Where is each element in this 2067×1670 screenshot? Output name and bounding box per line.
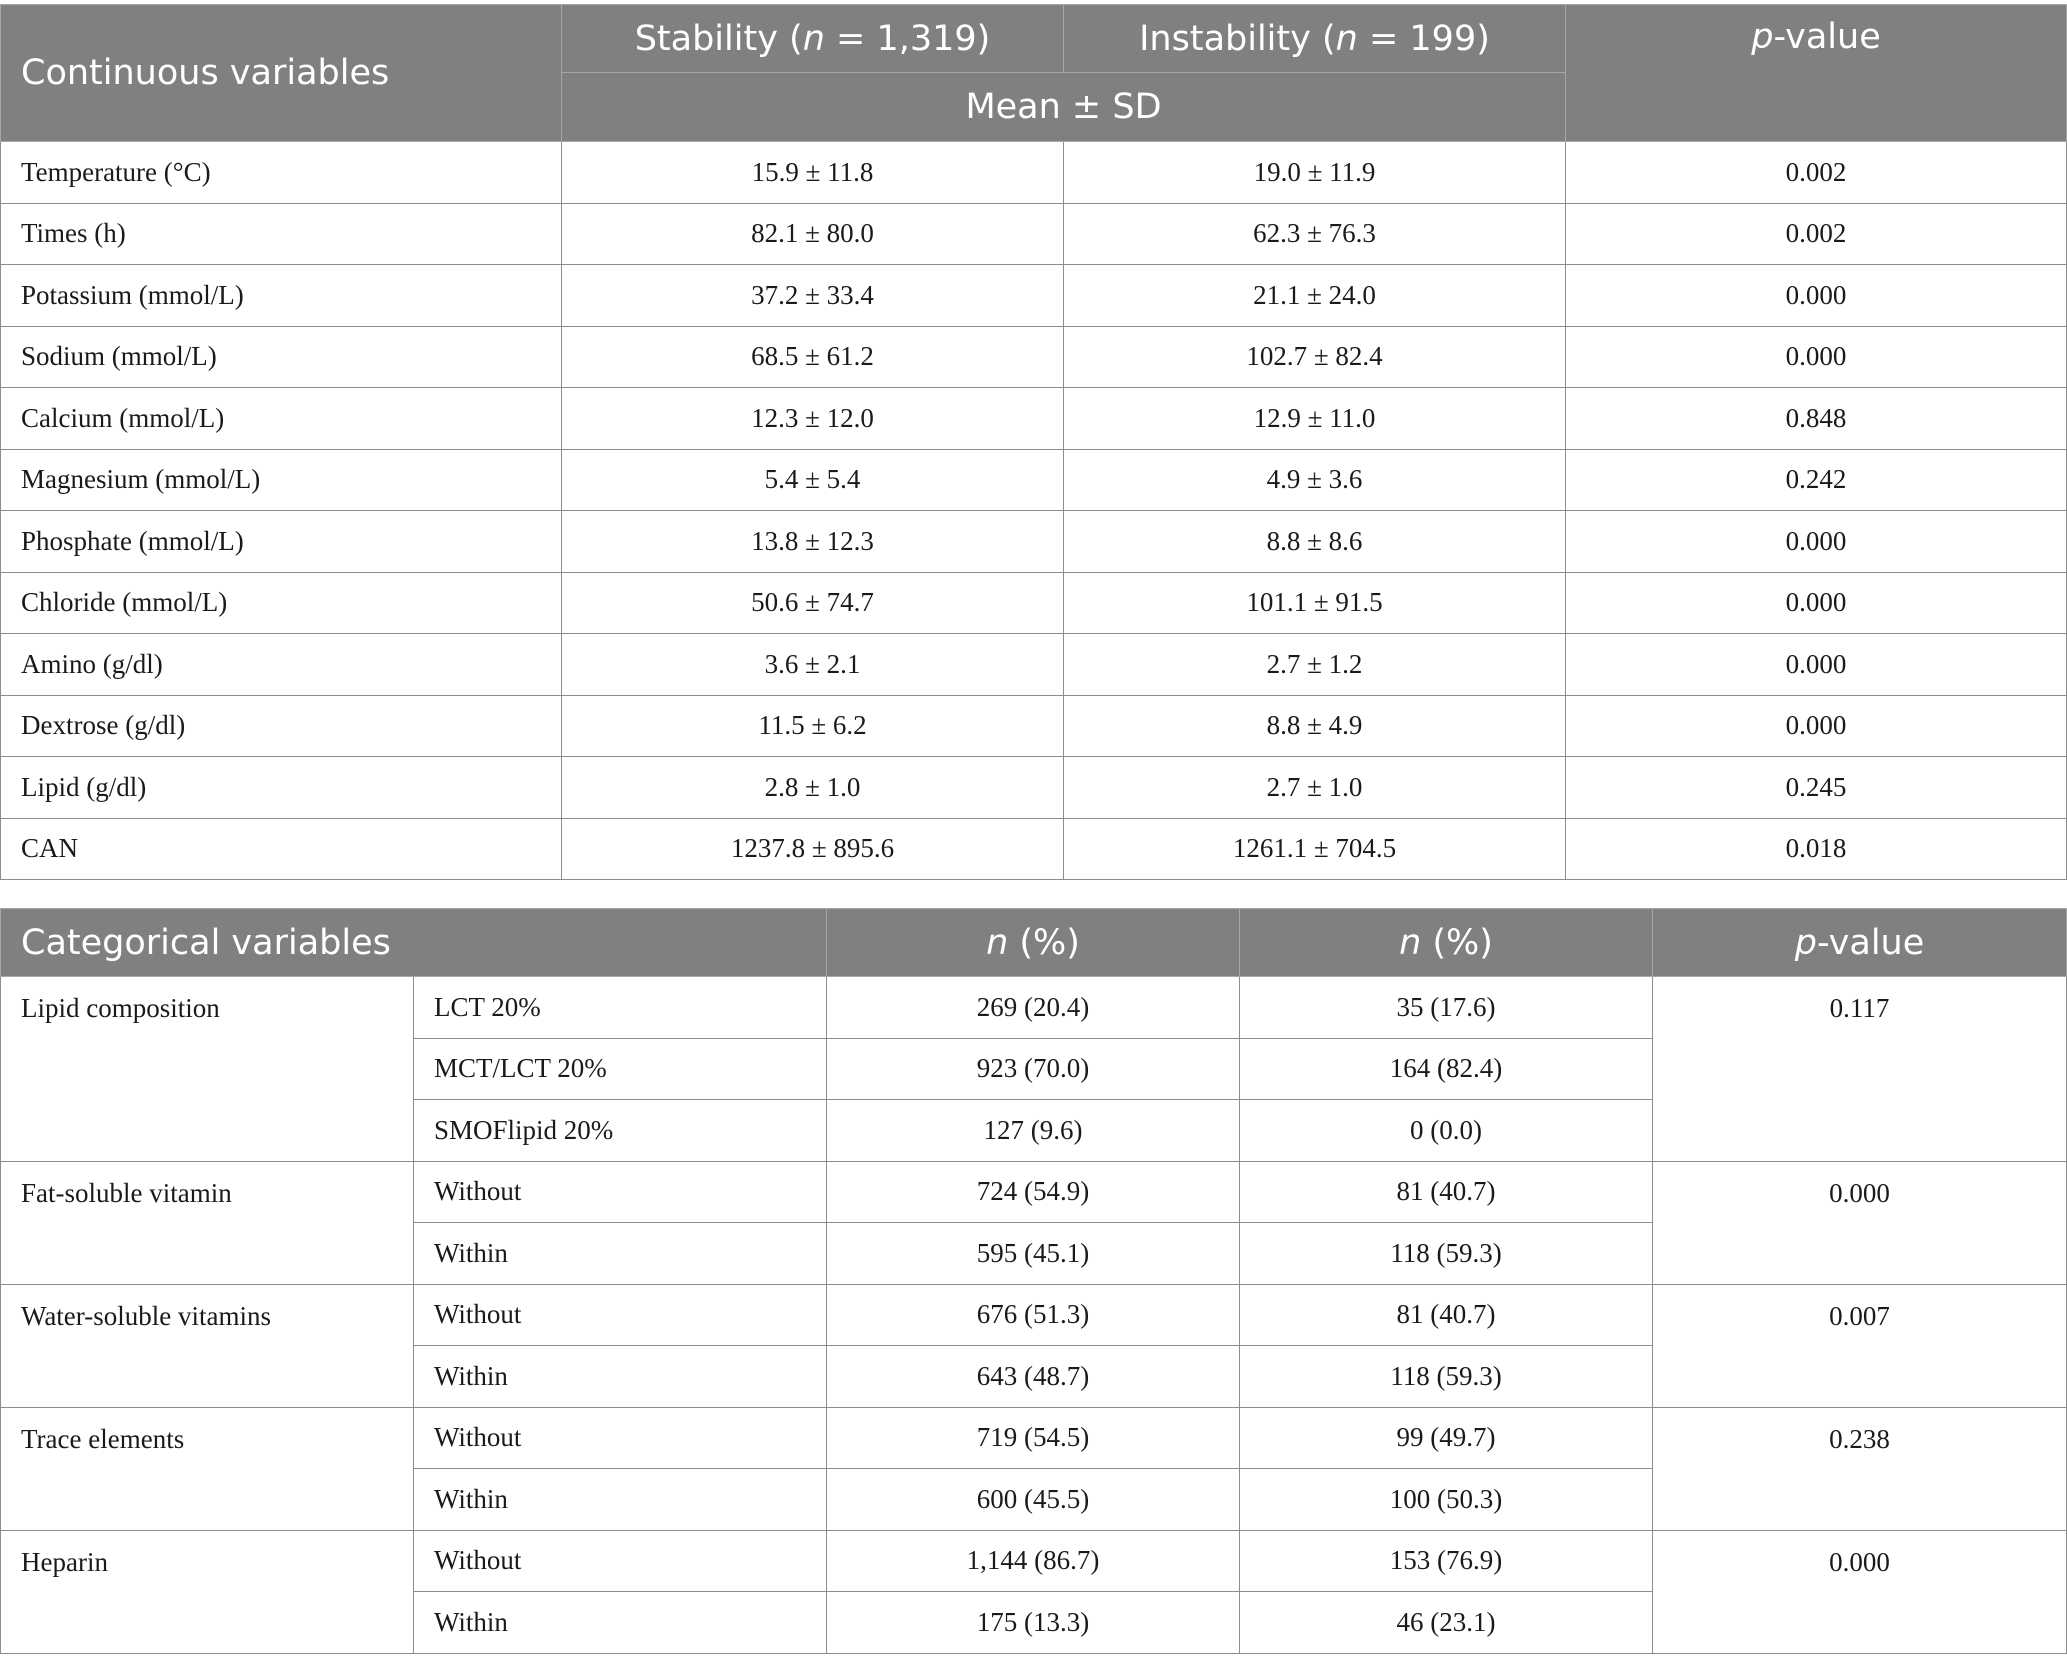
instability-header: Instability (n = 199)	[1064, 5, 1566, 73]
instability-value-cell: 8.8 ± 8.6	[1064, 511, 1566, 573]
p-value-cell: 0.007	[1653, 1284, 2067, 1407]
table-row	[1, 265, 2067, 327]
level-name-cell: Without	[414, 1530, 827, 1592]
stability-count-cell: 1,144 (86.7)	[827, 1530, 1240, 1592]
continuous-table-body	[1, 142, 2067, 880]
variable-name-cell: Sodium (mmol/L)	[1, 326, 562, 388]
instability-count-cell: 46 (23.1)	[1240, 1592, 1653, 1654]
instability-value-cell: 101.1 ± 91.5	[1064, 572, 1566, 634]
table-row	[1, 1284, 2067, 1346]
continuous-variables-table	[0, 4, 2067, 880]
p-value-cell: 0.000	[1566, 695, 2067, 757]
instability-value-cell: 4.9 ± 3.6	[1064, 449, 1566, 511]
categorical-variables-table	[0, 908, 2067, 1654]
p-value-cell: 0.117	[1653, 977, 2067, 1162]
stability-header: Stability (n = 1,319)	[562, 5, 1064, 73]
p-value-cell: 0.000	[1566, 634, 2067, 696]
stability-count-cell: 175 (13.3)	[827, 1592, 1240, 1654]
table-row	[1, 326, 2067, 388]
level-name-cell: SMOFlipid 20%	[414, 1100, 827, 1162]
stability-value-cell: 15.9 ± 11.8	[562, 142, 1064, 204]
variable-name-cell: Water-soluble vitamins	[1, 1284, 414, 1407]
stability-value-cell: 5.4 ± 5.4	[562, 449, 1064, 511]
mean-sd-subheader: Mean ± SD	[562, 73, 1566, 142]
instability-value-cell: 8.8 ± 4.9	[1064, 695, 1566, 757]
instability-count-cell: 99 (49.7)	[1240, 1407, 1653, 1469]
stability-value-cell: 11.5 ± 6.2	[562, 695, 1064, 757]
variable-name-cell: Amino (g/dl)	[1, 634, 562, 696]
instability-count-cell: 35 (17.6)	[1240, 977, 1653, 1039]
p-value-cell: 0.000	[1566, 326, 2067, 388]
p-value-cell: 0.002	[1566, 142, 2067, 204]
p-value-header: p-value	[1566, 5, 2067, 142]
stability-value-cell: 2.8 ± 1.0	[562, 757, 1064, 819]
level-name-cell: Without	[414, 1407, 827, 1469]
stability-value-cell: 13.8 ± 12.3	[562, 511, 1064, 573]
stability-value-cell: 3.6 ± 2.1	[562, 634, 1064, 696]
instability-count-cell: 0 (0.0)	[1240, 1100, 1653, 1162]
stability-count-cell: 269 (20.4)	[827, 977, 1240, 1039]
p-value-cell: 0.018	[1566, 818, 2067, 880]
categorical-table-body	[1, 977, 2067, 1654]
table-row	[1, 757, 2067, 819]
variable-name-cell: Dextrose (g/dl)	[1, 695, 562, 757]
stability-value-cell: 68.5 ± 61.2	[562, 326, 1064, 388]
continuous-header-row	[1, 5, 2067, 73]
level-name-cell: MCT/LCT 20%	[414, 1038, 827, 1100]
table-row	[1, 142, 2067, 204]
variable-name-cell: Potassium (mmol/L)	[1, 265, 562, 327]
p-value-cell: 0.242	[1566, 449, 2067, 511]
p-value-cell: 0.000	[1566, 572, 2067, 634]
instability-value-cell: 102.7 ± 82.4	[1064, 326, 1566, 388]
instability-value-cell: 2.7 ± 1.0	[1064, 757, 1566, 819]
variable-name-cell: Trace elements	[1, 1407, 414, 1530]
table-row	[1, 695, 2067, 757]
level-name-cell: Without	[414, 1161, 827, 1223]
table-row	[1, 449, 2067, 511]
p-value-cell: 0.238	[1653, 1407, 2067, 1530]
p-value-cell: 0.000	[1566, 511, 2067, 573]
table-row	[1, 1407, 2067, 1469]
variable-name-cell: Heparin	[1, 1530, 414, 1653]
table-row	[1, 818, 2067, 880]
level-name-cell: Within	[414, 1223, 827, 1285]
instability-value-cell: 62.3 ± 76.3	[1064, 203, 1566, 265]
instability-count-cell: 164 (82.4)	[1240, 1038, 1653, 1100]
stability-value-cell: 37.2 ± 33.4	[562, 265, 1064, 327]
p-value-cell: 0.245	[1566, 757, 2067, 819]
table-row	[1, 977, 2067, 1039]
stability-value-cell: 82.1 ± 80.0	[562, 203, 1064, 265]
stability-count-cell: 676 (51.3)	[827, 1284, 1240, 1346]
table-row	[1, 511, 2067, 573]
stability-count-cell: 127 (9.6)	[827, 1100, 1240, 1162]
variable-name-cell: Magnesium (mmol/L)	[1, 449, 562, 511]
instability-value-cell: 1261.1 ± 704.5	[1064, 818, 1566, 880]
instability-count-cell: 118 (59.3)	[1240, 1346, 1653, 1408]
stability-count-cell: 923 (70.0)	[827, 1038, 1240, 1100]
table-row	[1, 1530, 2067, 1592]
p-value-cell: 0.848	[1566, 388, 2067, 450]
stability-count-cell: 600 (45.5)	[827, 1469, 1240, 1531]
variable-name-cell: Chloride (mmol/L)	[1, 572, 562, 634]
stability-count-cell: 643 (48.7)	[827, 1346, 1240, 1408]
instability-value-cell: 2.7 ± 1.2	[1064, 634, 1566, 696]
stability-value-cell: 1237.8 ± 895.6	[562, 818, 1064, 880]
stability-count-cell: 724 (54.9)	[827, 1161, 1240, 1223]
level-name-cell: Within	[414, 1346, 827, 1408]
stability-value-cell: 12.3 ± 12.0	[562, 388, 1064, 450]
p-value-cell: 0.000	[1653, 1161, 2067, 1284]
categorical-header-row	[1, 909, 2067, 977]
instability-value-cell: 12.9 ± 11.0	[1064, 388, 1566, 450]
instability-count-cell: 118 (59.3)	[1240, 1223, 1653, 1285]
table-row	[1, 1161, 2067, 1223]
instability-count-cell: 81 (40.7)	[1240, 1161, 1653, 1223]
level-name-cell: Within	[414, 1592, 827, 1654]
categorical-p-value-header: p-value	[1653, 909, 2067, 977]
stability-n-percent-header: n (%)	[827, 909, 1240, 977]
variable-name-cell: Lipid composition	[1, 977, 414, 1162]
instability-n-percent-header: n (%)	[1240, 909, 1653, 977]
instability-count-cell: 81 (40.7)	[1240, 1284, 1653, 1346]
table-row	[1, 572, 2067, 634]
continuous-variables-header: Continuous variables	[1, 5, 562, 142]
variable-name-cell: Calcium (mmol/L)	[1, 388, 562, 450]
p-value-cell: 0.002	[1566, 203, 2067, 265]
categorical-variables-header: Categorical variables	[1, 909, 827, 977]
stability-count-cell: 595 (45.1)	[827, 1223, 1240, 1285]
table-row	[1, 634, 2067, 696]
level-name-cell: Within	[414, 1469, 827, 1531]
p-value-cell: 0.000	[1653, 1530, 2067, 1653]
stability-count-cell: 719 (54.5)	[827, 1407, 1240, 1469]
level-name-cell: Without	[414, 1284, 827, 1346]
variable-name-cell: Fat-soluble vitamin	[1, 1161, 414, 1284]
variable-name-cell: Times (h)	[1, 203, 562, 265]
variable-name-cell: Phosphate (mmol/L)	[1, 511, 562, 573]
instability-count-cell: 100 (50.3)	[1240, 1469, 1653, 1531]
table-row	[1, 203, 2067, 265]
instability-value-cell: 21.1 ± 24.0	[1064, 265, 1566, 327]
variable-name-cell: CAN	[1, 818, 562, 880]
level-name-cell: LCT 20%	[414, 977, 827, 1039]
instability-count-cell: 153 (76.9)	[1240, 1530, 1653, 1592]
variable-name-cell: Lipid (g/dl)	[1, 757, 562, 819]
table-row	[1, 388, 2067, 450]
variable-name-cell: Temperature (°C)	[1, 142, 562, 204]
stability-value-cell: 50.6 ± 74.7	[562, 572, 1064, 634]
instability-value-cell: 19.0 ± 11.9	[1064, 142, 1566, 204]
p-value-cell: 0.000	[1566, 265, 2067, 327]
